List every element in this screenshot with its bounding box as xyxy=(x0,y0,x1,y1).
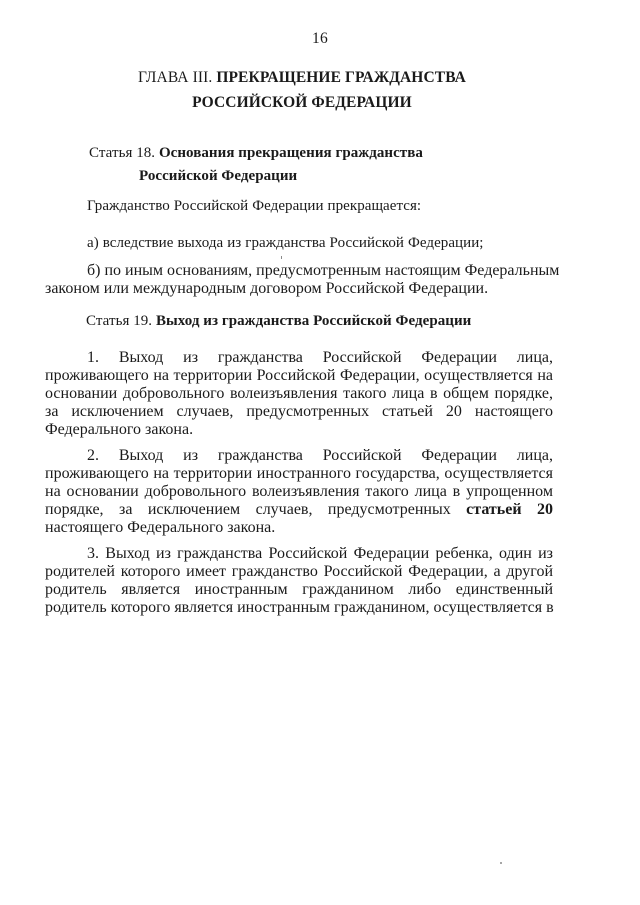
clause-1-line-1: 1. Выход из гражданства Российской Федерации лица, xyxy=(87,349,553,366)
article-18-item-b-line-2: законом или международным договором Российской Федерации. xyxy=(45,280,489,297)
page-number: 16 xyxy=(312,30,328,47)
clause-1-line-3: основании добровольного волеизъявления такого лица в общем порядке, xyxy=(45,385,553,402)
clause-2-line-4 xyxy=(45,501,553,519)
clause-1-line-4: за исключением случаев, предусмотренных статьей 20 настоящего xyxy=(45,403,553,420)
scan-artifact-speck xyxy=(500,862,502,864)
chapter-title-line-1: ПРЕКРАЩЕНИЕ ГРАЖДАНСТВА xyxy=(216,69,466,86)
clause-3-line-1: 3. Выход из гражданства Российской Федерации ребенка, один из xyxy=(87,545,553,562)
clause-3-line-3: родитель является иностранным гражданином либо единственный xyxy=(45,581,553,598)
article-19-number: Статья 19. xyxy=(86,313,153,329)
clause-3-line-2: родителей которого имеет гражданство Российской Федерации, а другой xyxy=(45,563,553,580)
chapter-prefix: ГЛАВА III. xyxy=(138,69,213,86)
article-18-item-b-line-1: б) по иным основаниям, предусмотренным настоящим Федеральным xyxy=(87,262,560,279)
article-18-item-b xyxy=(45,262,560,298)
clause-2-statute-reference: статьей 20 xyxy=(466,501,553,518)
article-18-lead: Гражданство Российской Федерации прекращается: xyxy=(87,198,422,214)
article-18-title-line-1: Основания прекращения гражданства xyxy=(158,145,423,161)
article-18-item-a: а) вследствие выхода из гражданства Российской Федерации; xyxy=(87,235,484,251)
clause-1-line-2: проживающего на территории Российской Федерации, осуществляется на xyxy=(45,367,553,384)
chapter-title-line-2: РОССИЙСКОЙ ФЕДЕРАЦИИ xyxy=(192,93,412,111)
article-19-clause-3 xyxy=(45,545,553,617)
article-18-number: Статья 18. xyxy=(89,145,156,161)
clause-2-line-5: настоящего Федерального закона. xyxy=(45,519,276,536)
clause-2-line-3: на основании добровольного волеизъявления такого лица в упрощенном xyxy=(45,483,553,500)
article-19-heading xyxy=(45,310,553,333)
article-19-clause-2 xyxy=(45,447,553,537)
clause-2-line-1: 2. Выход из гражданства Российской Федерации лица, xyxy=(87,447,553,464)
document-body xyxy=(45,66,560,617)
article-18-heading xyxy=(45,142,553,188)
article-18-title-line-2: Российской Федерации xyxy=(139,168,298,184)
clause-3-line-4: родитель которого является иностранным гражданином, осуществляется в xyxy=(45,599,554,616)
clause-1-line-5: Федерального закона. xyxy=(45,421,194,438)
article-19-clause-1 xyxy=(45,349,553,439)
chapter-heading xyxy=(45,66,553,115)
article-19-title: Выход из гражданства Российской Федерации xyxy=(155,313,472,329)
clause-2-line-2: проживающего на территории иностранного государства, осуществляется xyxy=(45,465,553,482)
clause-2-line-4-prefix: порядке, за исключением случаев, предусмотренных xyxy=(45,501,451,518)
scan-artifact-mark xyxy=(281,256,282,259)
